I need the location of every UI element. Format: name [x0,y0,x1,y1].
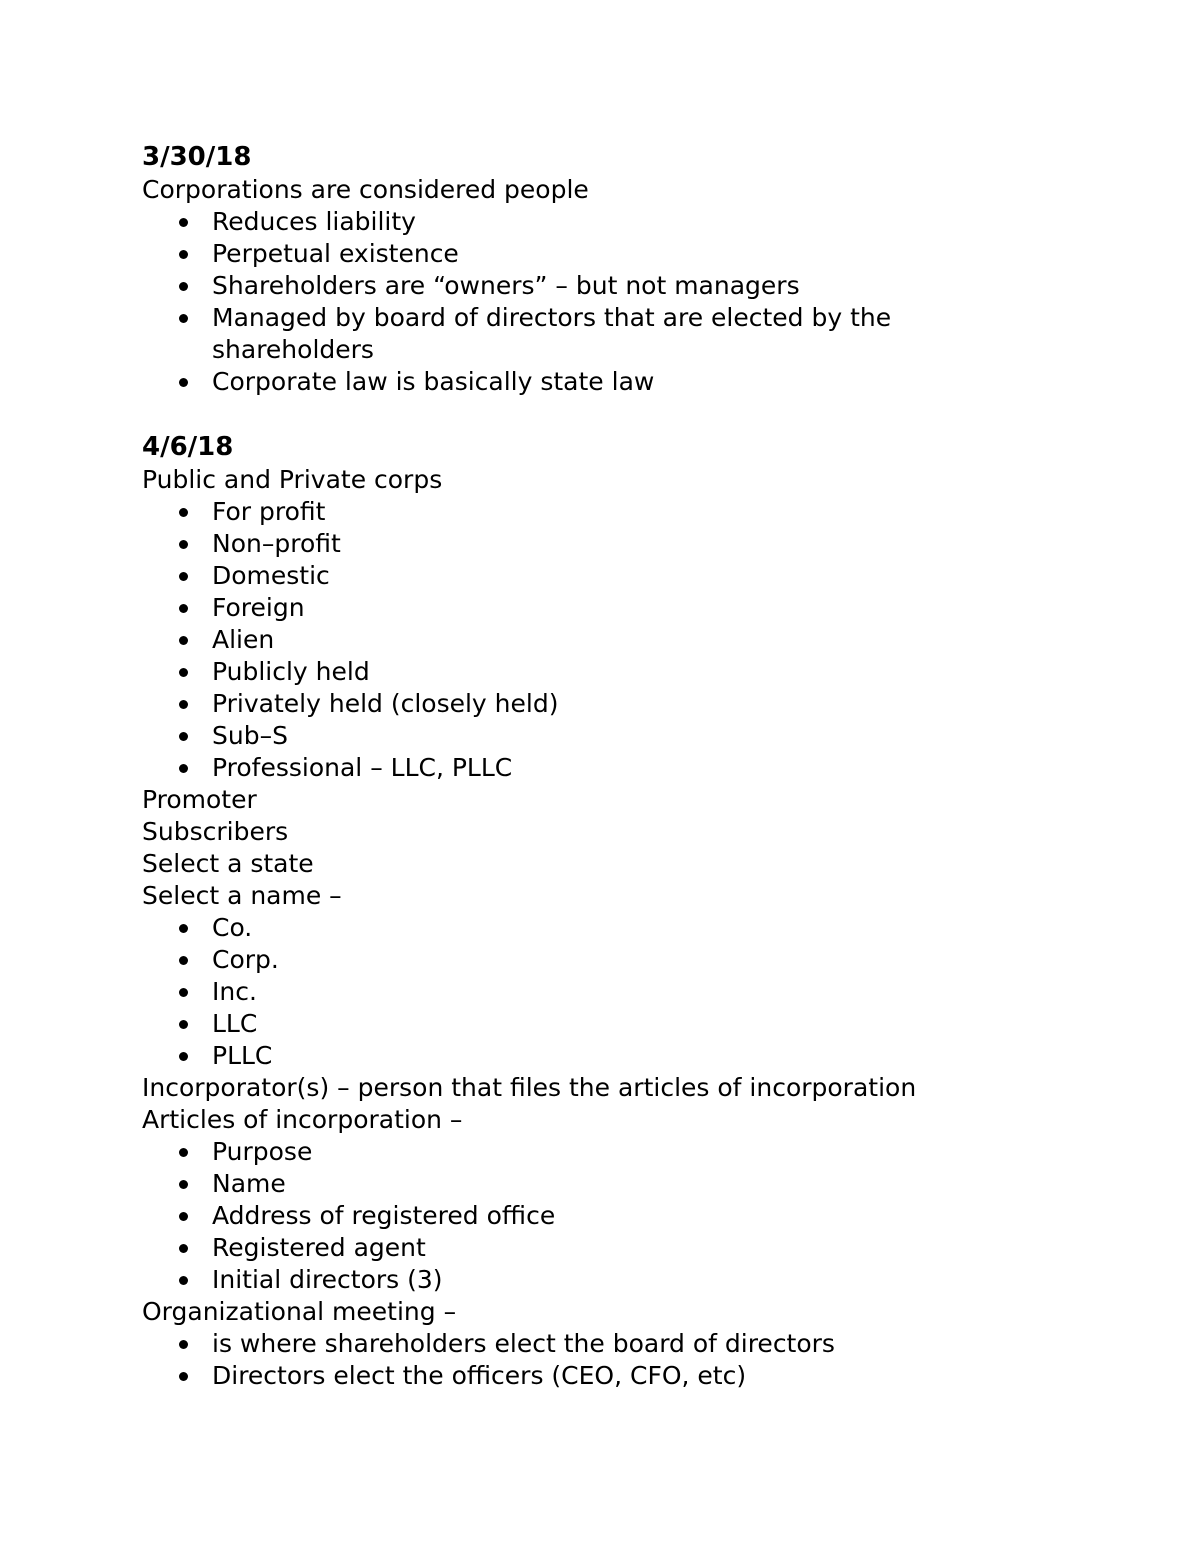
list-item: For profit [212,496,1102,528]
list-item: Inc. [212,976,1102,1008]
list-item: Domestic [212,560,1102,592]
list-item: is where shareholders elect the board of directors [212,1328,1102,1360]
bullet-list [142,1328,1102,1392]
list-item: Shareholders are “owners” – but not managers [212,270,1102,302]
bullet-list [142,912,1102,1072]
section-heading: Articles of incorporation – [142,1105,463,1134]
list-item: Corporate law is basically state law [212,366,1102,398]
list-item: Professional – LLC, PLLC [212,752,1102,784]
date-heading: 3/30/18 [142,142,252,172]
list-item: Foreign [212,592,1102,624]
list-item: Publicly held [212,656,1102,688]
list-item: Privately held (closely held) [212,688,1102,720]
list-item: Non–profit [212,528,1102,560]
list-item: Managed by board of directors that are elected by the shareholders [212,302,1002,366]
section-heading: Corporations are considered people [142,175,589,204]
list-item: Purpose [212,1136,1102,1168]
text-line: Incorporator(s) – person that files the articles of incorporation [142,1073,917,1102]
date-heading: 4/6/18 [142,432,234,462]
bullet-list [142,1136,1102,1296]
list-item: Initial directors (3) [212,1264,1102,1296]
section-heading: Public and Private corps [142,465,443,494]
list-item: Sub–S [212,720,1102,752]
list-item: Co. [212,912,1102,944]
list-item: Address of registered office [212,1200,1102,1232]
bullet-list [142,496,1102,784]
list-item: Alien [212,624,1102,656]
section-heading: Select a name – [142,881,342,910]
text-line: Subscribers [142,817,289,846]
list-item: Reduces liability [212,206,1102,238]
list-item: Name [212,1168,1102,1200]
document-page [142,140,1102,1392]
list-item: Registered agent [212,1232,1102,1264]
spacer [142,398,1102,430]
text-line: Promoter [142,785,257,814]
list-item: LLC [212,1008,1102,1040]
list-item: Corp. [212,944,1102,976]
section-heading: Organizational meeting – [142,1297,457,1326]
text-line: Select a state [142,849,314,878]
list-item: PLLC [212,1040,1102,1072]
list-item: Directors elect the officers (CEO, CFO, etc) [212,1360,1102,1392]
list-item: Perpetual existence [212,238,1102,270]
bullet-list [142,206,1102,398]
